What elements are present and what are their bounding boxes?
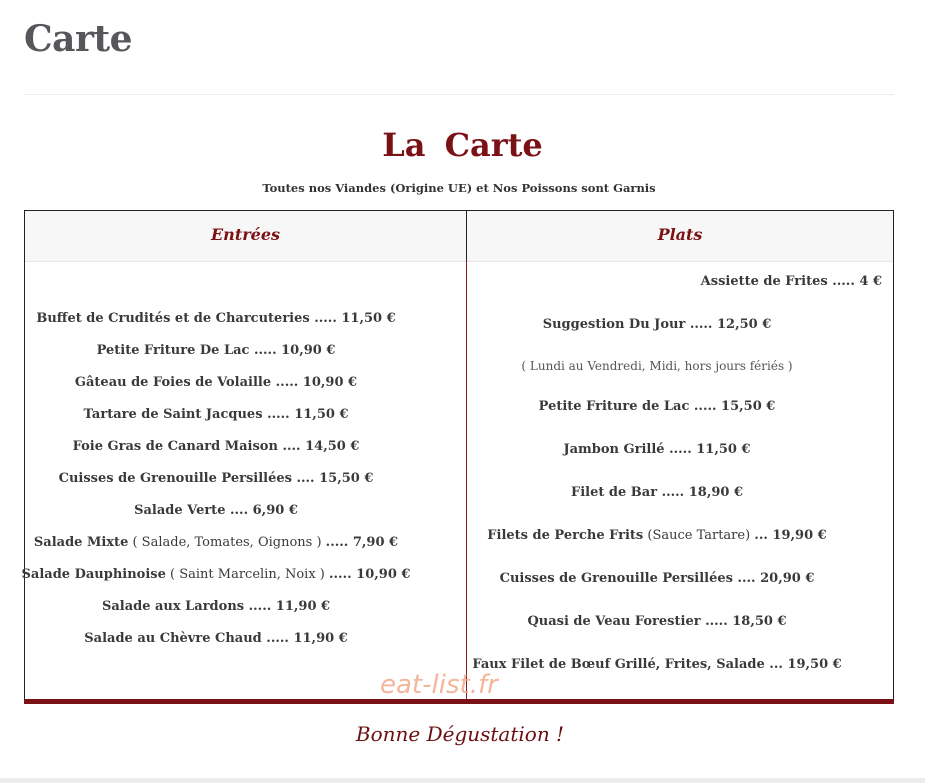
column-header-plats: Plats: [657, 225, 703, 244]
menu-item: Filet de Bar ..... 18,90 €: [570, 485, 744, 500]
menu-item: Gâteau de Foies de Volaille ..... 10,90 €: [74, 375, 358, 390]
menu-item: Tartare de Saint Jacques ..... 11,50 €: [83, 407, 349, 422]
menu-item: Quasi de Veau Forestier ..... 18,50 €: [527, 614, 787, 629]
menu-item: Cuisses de Grenouille Persillées .... 15,50 €: [58, 471, 374, 486]
menu-item: Suggestion Du Jour ..... 12,50 €: [542, 317, 772, 332]
menu-item: Cuisses de Grenouille Persillées .... 20,90 €: [499, 571, 815, 586]
heading-divider: [24, 94, 894, 95]
menu-item: Foie Gras de Canard Maison .... 14,50 €: [72, 439, 360, 454]
menu-item: Assiette de Frites ..... 4 €: [700, 274, 882, 289]
menu-item: Buffet de Crudités et de Charcuteries ..... 11,50 €: [36, 311, 396, 326]
column-header-entrees: Entrées: [210, 225, 280, 244]
menu-item: Salade Dauphinoise ( Saint Marcelin, Noix ) ..... 10,90 €: [21, 567, 411, 582]
menu-item: Petite Friture de Lac ..... 15,50 €: [538, 399, 776, 414]
menu-table-header: [25, 211, 893, 262]
menu-item: Petite Friture De Lac ..... 10,90 €: [96, 343, 336, 358]
menu-title: La Carte: [382, 126, 543, 164]
menu-item: Faux Filet de Bœuf Grillé, Frites, Salade ... 19,50 €: [472, 657, 842, 672]
menu-item: Salade Mixte ( Salade, Tomates, Oignons ) ..... 7,90 €: [33, 535, 399, 550]
menu-subtitle: Toutes nos Viandes (Origine UE) et Nos Poissons sont Garnis: [262, 181, 656, 195]
menu-item: Salade aux Lardons ..... 11,90 €: [101, 599, 331, 614]
menu-item: Salade au Chèvre Chaud ..... 11,90 €: [84, 631, 348, 646]
menu-note: ( Lundi au Vendredi, Midi, hors jours fériés ): [521, 359, 793, 373]
menu-item: Filets de Perche Frits (Sauce Tartare) ... 19,90 €: [487, 528, 827, 543]
menu-item: Salade Verte .... 6,90 €: [134, 503, 298, 518]
closing-message: Bonne Dégustation !: [355, 722, 565, 746]
menu-item: Jambon Grillé ..... 11,50 €: [563, 442, 751, 457]
watermark: eat-list.fr: [380, 670, 498, 700]
page-heading: Carte: [24, 18, 132, 60]
